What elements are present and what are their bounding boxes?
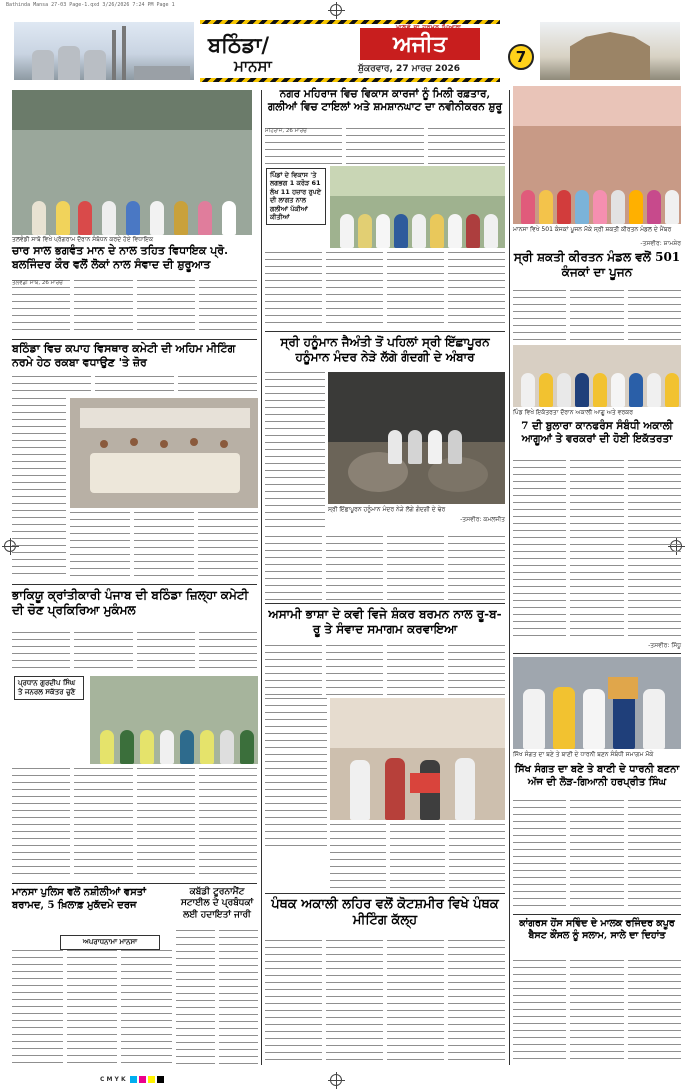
masthead-photo-power-plant: [14, 22, 194, 80]
story-headline: 7 ਦੀ ਬੁਲਾਰਾ ਕਾਨਫਰੰਸ ਸੰਬੰਧੀ ਅਕਾਲੀ ਆਗੂਆਂ ਤੇ ਵਰਕਰਾਂ ਦੀ ਹੋਈ ਇਕੱਤਰਤਾ: [521, 420, 673, 446]
photo-credit: -ਤਸਵੀਰ: ਸਿੱਧੂ: [648, 642, 681, 649]
story-body: [265, 252, 505, 328]
story-photo-kisan-union: [90, 676, 258, 764]
story-highlight-box: ਪਿੰਡਾਂ ਦੇ ਵਿਕਾਸ 'ਤੇ ਲਗਭਗ 1 ਕਰੋੜ 61 ਲੱਖ 11 ਹਜ਼ਾਰ ਰੁਪਏ ਦੀ ਲਾਗਤ ਨਾਲ ਗਲੀਆਂ ਪੱਕੀਆਂ ਕੀਤੀਆਂ: [266, 168, 326, 225]
story-body: [12, 398, 66, 578]
story-body: [12, 632, 257, 672]
story-body: [513, 460, 681, 640]
page-number: 7: [508, 44, 534, 70]
story-caption: ਮਾਨਸਾ ਵਿਖੇ 501 ਕੰਜਕਾਂ ਪੂਜਨ ਮੌਕੇ ਸ੍ਰੀ ਸ਼ਕਤੀ ਕੀਰਤਨ ਮੰਡਲ ਦੇ ਮੈਂਬਰ: [513, 226, 672, 233]
story-body: [12, 376, 257, 396]
story-caption: ਪਿੰਡ ਵਿਖੇ ਇਕੱਤਰਤਾ ਦੌਰਾਨ ਅਕਾਲੀ ਆਗੂ ਅਤੇ ਵਰਕਰ: [513, 409, 633, 416]
story-body: [330, 824, 505, 888]
story-photo-meeting: [70, 398, 258, 508]
story-caption: ਤਲਵੰਡੀ ਸਾਬੋ ਵਿਖੇ ਪ੍ਰੋਗਰਾਮ ਦੌਰਾਨ ਸੰਬੋਧਨ ਕਰਦੇ ਹੋਏ ਵਿਧਾਇਕ: [12, 236, 154, 243]
story-headline: ਸ੍ਰੀ ਸ਼ਕਤੀ ਕੀਰਤਨ ਮੰਡਲ ਵਲੋਂ 501 ਕੰਜਕਾਂ ਦਾ ਪੂਜਨ: [513, 250, 681, 279]
story-dateline: ਤਲਵੰਡੀ ਸਾਬੋ, 26 ਮਾਰਚ: [12, 280, 70, 336]
story-body: [265, 940, 505, 1065]
story-body: [265, 536, 505, 600]
story-caption: ਸਿੱਖ ਸੰਗਤ ਦਾ ਬਣੇ ਤੇ ਬਾਣੀ ਦੇ ਧਾਰਨੀ ਬਣਨ ਸੰਬੰਧੀ ਸਮਾਗਮ ਮੌਕੇ: [513, 751, 654, 758]
color-bar-label: C M Y K: [100, 1076, 126, 1083]
story-body: [513, 800, 681, 910]
story-headline: ਸ੍ਰੀ ਹਨੂੰਮਾਨ ਜੈਅੰਤੀ ਤੋਂ ਪਹਿਲਾਂ ਸ੍ਰੀ ਇੱਛਾਪੂਰਨ ਹਨੂੰਮਾਨ ਮੰਦਰ ਨੇੜੇ ਲੱਗੇ ਗੰਦਗੀ ਦੇ ਅੰਬਾਰ: [280, 335, 490, 364]
story-body: [265, 128, 505, 164]
story-body: [513, 960, 681, 1065]
photo-credit: -ਤਸਵੀਰ: ਸ਼ਾਮਸ਼ੇਰ: [640, 240, 681, 247]
masthead-city: ਬਠਿੰਡਾ/: [208, 32, 269, 57]
story-body: [513, 290, 681, 340]
story-headline: ਚਾਰ ਸਾਲ ਭਗਵੰਤ ਮਾਨ ਦੇ ਨਾਲ ਤਹਿਤ ਵਿਧਾਇਕ ਪ੍ਰੋ. ਬਲਜਿੰਦਰ ਕੌਰ ਵਲੋਂ ਲੋਕਾਂ ਨਾਲ ਸੰਵਾਦ ਦੀ ਸ਼ੁਰੂਆਤ: [12, 244, 228, 271]
story-photo-village-development: [330, 166, 505, 248]
story-photo-sikh-sangat: [513, 657, 681, 749]
masthead-city-sub: ਮਾਨਸਾ: [234, 57, 272, 75]
registration-mark-icon: [330, 1074, 342, 1086]
story-highlight-box: ਪ੍ਰਧਾਨ ਗੁਰਦੀਪ ਸਿੰਘ ਤੇ ਜਨਰਲ ਸਕੱਤਰ ਚੁਣੇ: [14, 676, 84, 700]
story-photo-poet-samagam: [330, 698, 505, 820]
story-body: [12, 950, 172, 1065]
story-headline: ਮਾਨਸਾ ਪੁਲਿਸ ਵਲੋਂ ਨਸ਼ੀਲੀਆਂ ਵਸਤਾਂ ਬਰਾਮਦ, 5 ਖ਼ਿਲਾਫ਼ ਮੁਕੱਦਮੇ ਦਰਜ: [12, 887, 146, 911]
story-headline: ਕਾਂਗਰਸ ਹੋਂਸ ਸਵਿੰਦ ਦੇ ਮਾਲਕ ਰਜਿੰਦਰ ਕਪੂਰ ਬੈਸਟ ਕੌਂਸਲ ਨੂੰ ਸਲਾਮ, ਸਾਲੇ ਦਾ ਦਿਹਾਂਤ: [519, 918, 675, 941]
story-headline: ਪੰਥਕ ਅਕਾਲੀ ਲਹਿਰ ਵਲੋਂ ਕੋਟਸ਼ਮੀਰ ਵਿਖੇ ਪੰਥਕ ਮੀਟਿੰਗ ਕੱਲ੍ਹ: [271, 897, 499, 929]
story-body: [265, 645, 505, 695]
story-photo-vidhayak: [12, 90, 252, 235]
masthead: [200, 20, 500, 82]
story-headline: ਅਸਾਮੀ ਭਾਸ਼ਾ ਦੇ ਕਵੀ ਵਿਜੇ ਸ਼ੰਕਰ ਬਰਮਨ ਨਾਲ ਰੂ-ਬ-ਰੂ ਤੇ ਸੰਵਾਦ ਸਮਾਗਮ ਕਰਵਾਇਆ: [268, 607, 502, 636]
story-photo-kanjak-pujan: [513, 86, 681, 224]
story-photo-akali-meeting: [513, 345, 681, 407]
newspaper-logo: ਅਜੀਤ: [360, 28, 480, 60]
story-body: [12, 768, 257, 880]
photo-credit: -ਤਸਵੀਰ: ਕਮਲਜੀਤ: [460, 516, 505, 523]
issue-date: ਸ਼ੁੱਕਰਵਾਰ, 27 ਮਾਰਚ 2026: [358, 64, 461, 74]
story-headline: ਭਾਕਿਯੂ ਕ੍ਰਾਂਤੀਕਾਰੀ ਪੰਜਾਬ ਦੀ ਬਠਿੰਡਾ ਜ਼ਿਲ੍ਹਾ ਕਮੇਟੀ ਦੀ ਚੋਣ ਪ੍ਰਕਿਰਿਆ ਮੁਕੰਮਲ: [12, 588, 249, 617]
print-slug: Bathinda Mansa 27-03 Page-1.qxd 3/26/2026 7:24 PM Page 1: [6, 2, 175, 8]
masthead-photo-fort: [540, 22, 680, 80]
story-body: [176, 930, 258, 1065]
story-body: [265, 698, 327, 848]
story-body: [70, 512, 258, 578]
story-body: [12, 280, 257, 336]
registration-mark-icon: [330, 4, 342, 16]
story-caption: ਸ੍ਰੀ ਇੱਛਾਪੂਰਨ ਹਨੂੰਮਾਨ ਮੰਦਰ ਨੇੜੇ ਲੱਗੇ ਗੰਦਗੀ ਦੇ ਢੇਰ: [328, 506, 446, 513]
story-headline: ਕਬੱਡੀ ਟੂਰਨਾਮੈਂਟ ਸਟਾਈਲ ਦੇ ਪ੍ਰਬੰਧਕਾਂ ਲਈ ਹਦਾਇਤਾਂ ਜਾਰੀ: [180, 887, 254, 920]
story-highlight-box: ਅਪਰਾਧਨਾਮਾ ਮਾਨਸਾ: [60, 935, 160, 950]
story-dateline: ਮਹਿਰਾਜ, 26 ਮਾਰਚ: [265, 128, 342, 164]
story-headline: ਬਠਿੰਡਾ ਵਿਚ ਕਪਾਹ ਵਿਸਥਾਰ ਕਮੇਟੀ ਦੀ ਅਹਿਮ ਮੀਟਿੰਗ ਨਰਮੇ ਹੇਠ ਰਕਬਾ ਵਧਾਉਣ 'ਤੇ ਜ਼ੋਰ: [12, 342, 236, 369]
story-headline: ਸਿੱਖ ਸੰਗਤ ਦਾ ਬਣੇ ਤੇ ਬਾਣੀ ਦੇ ਧਾਰਨੀ ਬਣਨਾ ਅੱਜ ਦੀ ਲੋੜ-ਗਿਆਨੀ ਹਰਪ੍ਰੀਤ ਸਿੰਘ: [514, 764, 680, 788]
story-headline: ਨਗਰ ਮਹਿਰਾਜ ਵਿਚ ਵਿਕਾਸ ਕਾਰਜਾਂ ਨੂੰ ਮਿਲੀ ਰਫ਼ਤਾਰ, ਗਲੀਆਂ ਵਿਚ ਟਾਇਲਾਂ ਅਤੇ ਸ਼ਮਸ਼ਾਨਘਾਟ ਦਾ ਨਵੀਨੀਕਰਨ ਸ਼ੁਰੂ: [267, 88, 503, 114]
story-body: [265, 372, 325, 532]
story-photo-garbage-heap: [328, 372, 505, 504]
